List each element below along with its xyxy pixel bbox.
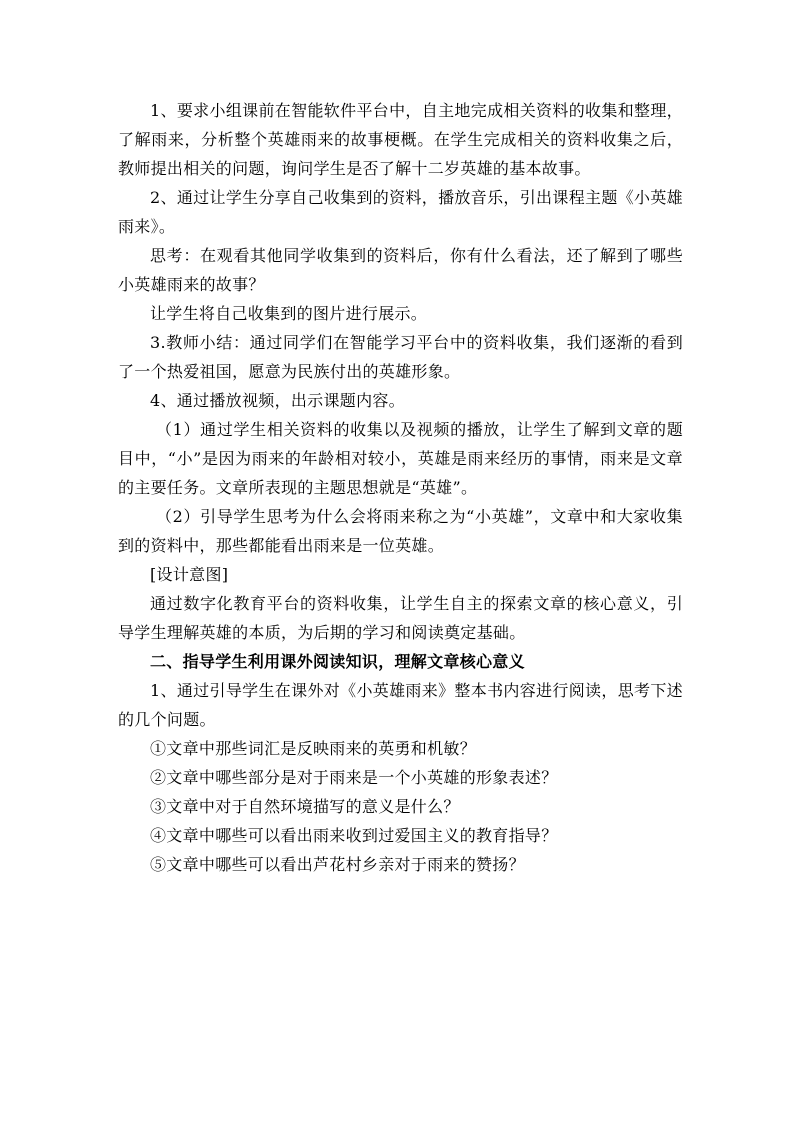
paragraph-step-2: 2、通过让学生分享自己收集到的资料，播放音乐，引出课程主题《小英雄雨来》。 <box>118 188 683 236</box>
paragraph-step-4: 4、通过播放视频，出示课题内容。 <box>150 391 405 410</box>
question-4: ④文章中哪些可以看出雨来收到过爱国主义的教育指导？ <box>150 826 558 845</box>
question-1: ①文章中那些词汇是反映雨来的英勇和机敏？ <box>150 739 477 758</box>
paragraph-design-intent: 通过数字化教育平台的资料收集，让学生自主的探索文章的核心意义，引导学生理解英雄的本质，为后期的学习和阅读奠定基础。 <box>118 594 683 642</box>
paragraph-sub-1: （1）通过学生相关资料的收集以及视频的播放，让学生了解到文章的题目中，“小”是因为雨来的年龄相对较小，英雄是雨来经历的事情，雨来是文章的主要任务。文章所表现的主题思想就是“英雄”。 <box>118 420 683 497</box>
paragraph-show-pictures: 让学生将自己收集到的图片进行展示。 <box>150 304 428 323</box>
paragraph-sub-2: （2）引导学生思考为什么会将雨来称之为“小英雄”，文章中和大家收集到的资料中，那些都能看出雨来是一位英雄。 <box>118 507 683 555</box>
question-2: ②文章中哪些部分是对于雨来是一个小英雄的形象表述？ <box>150 768 558 787</box>
paragraph-teacher-summary: 3.教师小结：通过同学们在智能学习平台中的资料收集，我们逐渐的看到了一个热爱祖国，愿意为民族付出的英雄形象。 <box>118 333 683 381</box>
question-3: ③文章中对于自然环境描写的意义是什么？ <box>150 797 460 816</box>
paragraph-step-1: 1、要求小组课前在智能软件平台中，自主地完成相关资料的收集和整理，了解雨来，分析整个英雄雨来的故事梗概。在学生完成相关的资料收集之后，教师提出相关的问题，询问学生是否了解十二岁英雄的基本故事。 <box>118 101 683 178</box>
paragraph-thinking: 思考：在观看其他同学收集到的资料后，你有什么看法，还了解到了哪些小英雄雨来的故事？ <box>118 246 683 294</box>
paragraph-reading-step-1: 1、通过引导学生在课外对《小英雄雨来》整本书内容进行阅读，思考下述的几个问题。 <box>118 681 683 729</box>
question-5: ⑤文章中哪些可以看出芦花村乡亲对于雨来的赞扬？ <box>150 855 525 874</box>
document-body <box>118 96 683 879</box>
paragraph-design-intent-label: [设计意图] <box>150 565 229 584</box>
section-heading-2: 二、指导学生利用课外阅读知识，理解文章核心意义 <box>150 652 525 671</box>
